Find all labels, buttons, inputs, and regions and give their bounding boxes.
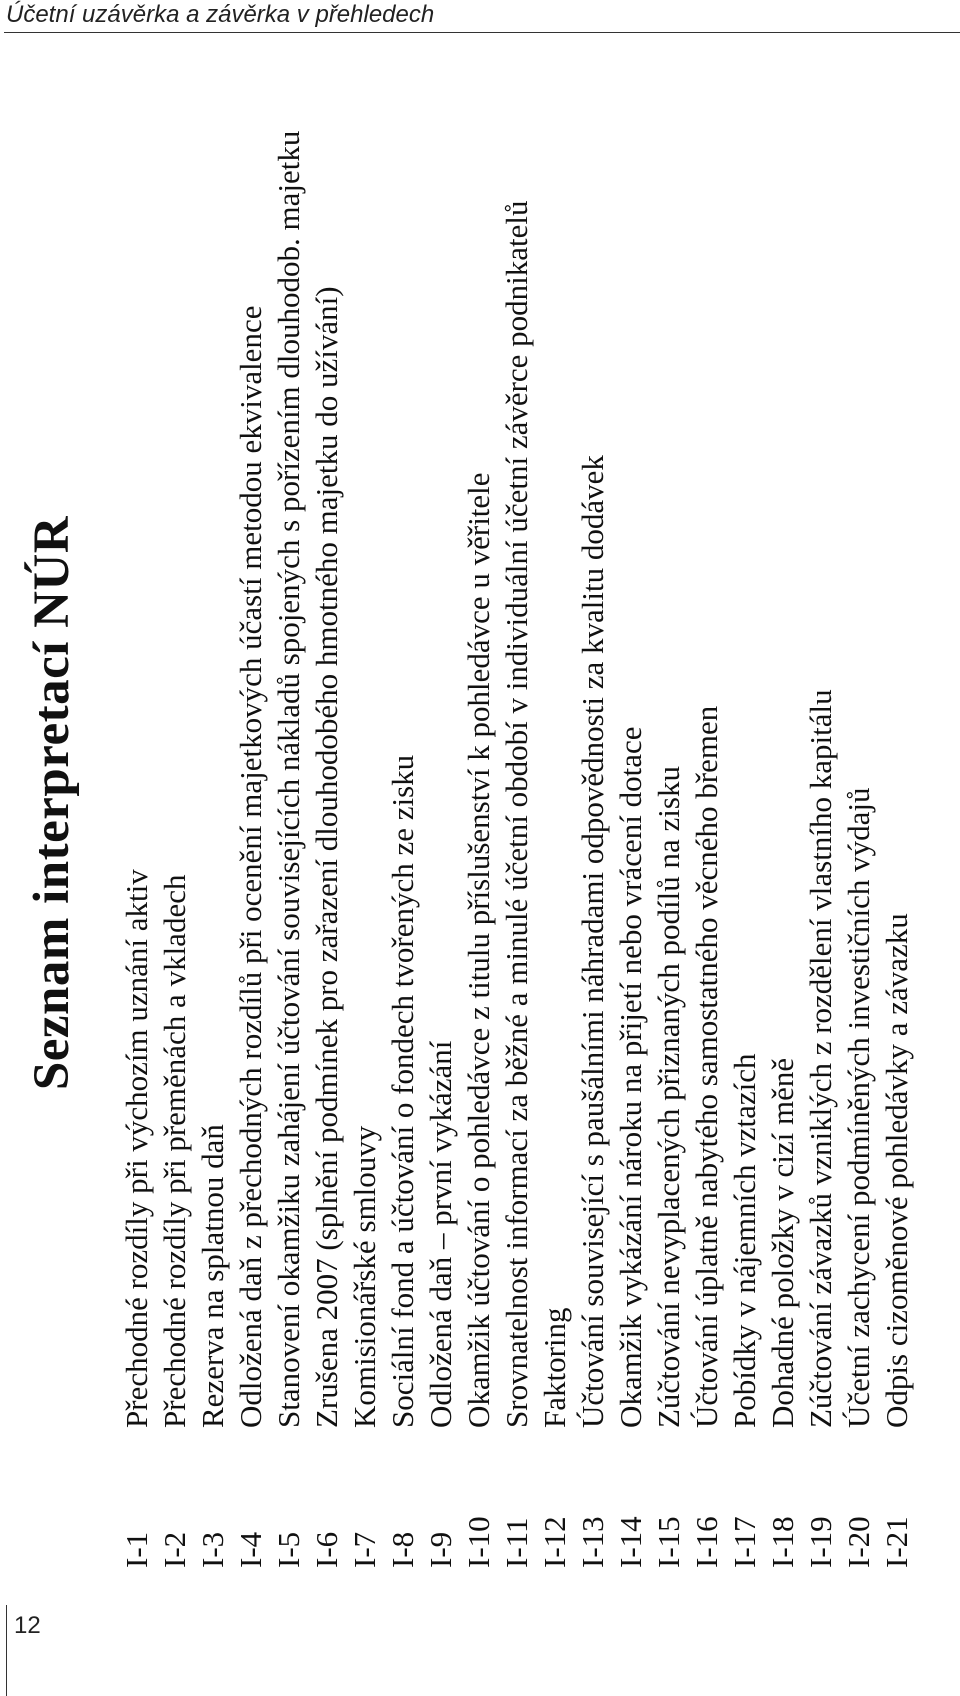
item-code: I-5 [271,1531,306,1568]
item-text: Faktoring [537,1307,572,1428]
item-text: Odpis cizoměnové pohledávky a závazku [879,913,914,1428]
item-code: I-9 [423,1531,458,1568]
list-item [878,38,916,1568]
list-item [574,38,612,1568]
item-text: Okamžik vykázání nároku na přijetí nebo vrácení dotace [613,726,648,1428]
list-item [536,38,574,1568]
list-item [498,38,536,1568]
item-text: Stanovení okamžiku zahájení účtování souvisejících nákladů spojených s pořízením dlouhodob. majetku [271,130,306,1428]
item-text: Přechodné rozdíly při přeměnách a vkladech [157,874,192,1428]
list-item [688,38,726,1568]
page-title: Seznam interpretací NÚR [24,515,80,1091]
item-code: I-3 [195,1531,230,1568]
item-code: I-18 [765,1516,800,1568]
running-header: Účetní uzávěrka a závěrka v přehledech [6,1,435,28]
rotated-content [22,38,914,1568]
item-code: I-15 [651,1516,686,1568]
list-item [460,38,498,1568]
item-text: Zúčtování nevyplacených přiznaných podílů na zisku [651,766,686,1428]
item-text: Odložená daň z přechodných rozdílů při ocenění majetkových účastí metodou ekvivalence [233,305,268,1428]
list-item [270,38,308,1568]
item-code: I-8 [385,1531,420,1568]
list-item [118,38,156,1568]
list-item [232,38,270,1568]
list-item [726,38,764,1568]
item-text: Zúčtování závazků vzniklých z rozdělení vlastního kapitálu [803,689,838,1428]
item-code: I-10 [461,1516,496,1568]
item-code: I-6 [309,1531,344,1568]
header-rule [4,32,960,33]
item-text: Okamžik účtování o pohledávce z titulu příslušenství k pohledávce u věřitele [461,472,496,1428]
item-code: I-17 [727,1516,762,1568]
list-item [650,38,688,1568]
item-text: Účtování související s paušálními náhradami odpovědnosti za kvalitu dodávek [575,455,610,1428]
item-code: I-4 [233,1531,268,1568]
item-text: Přechodné rozdíly při výchozím uznání aktiv [119,869,154,1428]
list-item [346,38,384,1568]
list-item [384,38,422,1568]
page-number: 12 [14,1612,41,1639]
item-code: I-14 [613,1516,648,1568]
item-code: I-11 [499,1517,534,1568]
item-code: I-13 [575,1516,610,1568]
item-code: I-16 [689,1516,724,1568]
item-code: I-1 [119,1531,154,1568]
item-code: I-7 [347,1531,382,1568]
list-item [194,38,232,1568]
item-code: I-12 [537,1516,572,1568]
list-item [308,38,346,1568]
list-item [422,38,460,1568]
list-item [764,38,802,1568]
item-text: Dohadné položky v cizí měně [765,1057,800,1428]
list-item [840,38,878,1568]
item-text: Zrušena 2007 (splnění podmínek pro zařazení dlouhodobého hmotného majetku do užívání) [309,286,344,1428]
item-code: I-21 [879,1516,914,1568]
page-number-rule [6,1605,7,1696]
item-text: Odložená daň – první vykázání [423,1040,458,1428]
list-item [156,38,194,1568]
item-code: I-20 [841,1516,876,1568]
list-item [802,38,840,1568]
item-text: Pobídky v nájemních vztazích [727,1053,762,1428]
item-text: Srovnatelnost informací za běžné a minulé účetní období v individuální účetní závěrce podnikatelů [499,200,534,1428]
item-text: Účtování úplatně nabytého samostatného věcného břemen [689,705,724,1428]
item-text: Rezerva na splatnou daň [195,1124,230,1428]
interpretation-list [118,38,916,1568]
item-code: I-2 [157,1531,192,1568]
item-text: Účetní zachycení podmíněných investičních výdajů [841,787,876,1428]
list-item [612,38,650,1568]
item-code: I-19 [803,1516,838,1568]
item-text: Sociální fond a účtování o fondech tvořených ze zisku [385,754,420,1428]
item-text: Komisionářské smlouvy [347,1125,382,1428]
